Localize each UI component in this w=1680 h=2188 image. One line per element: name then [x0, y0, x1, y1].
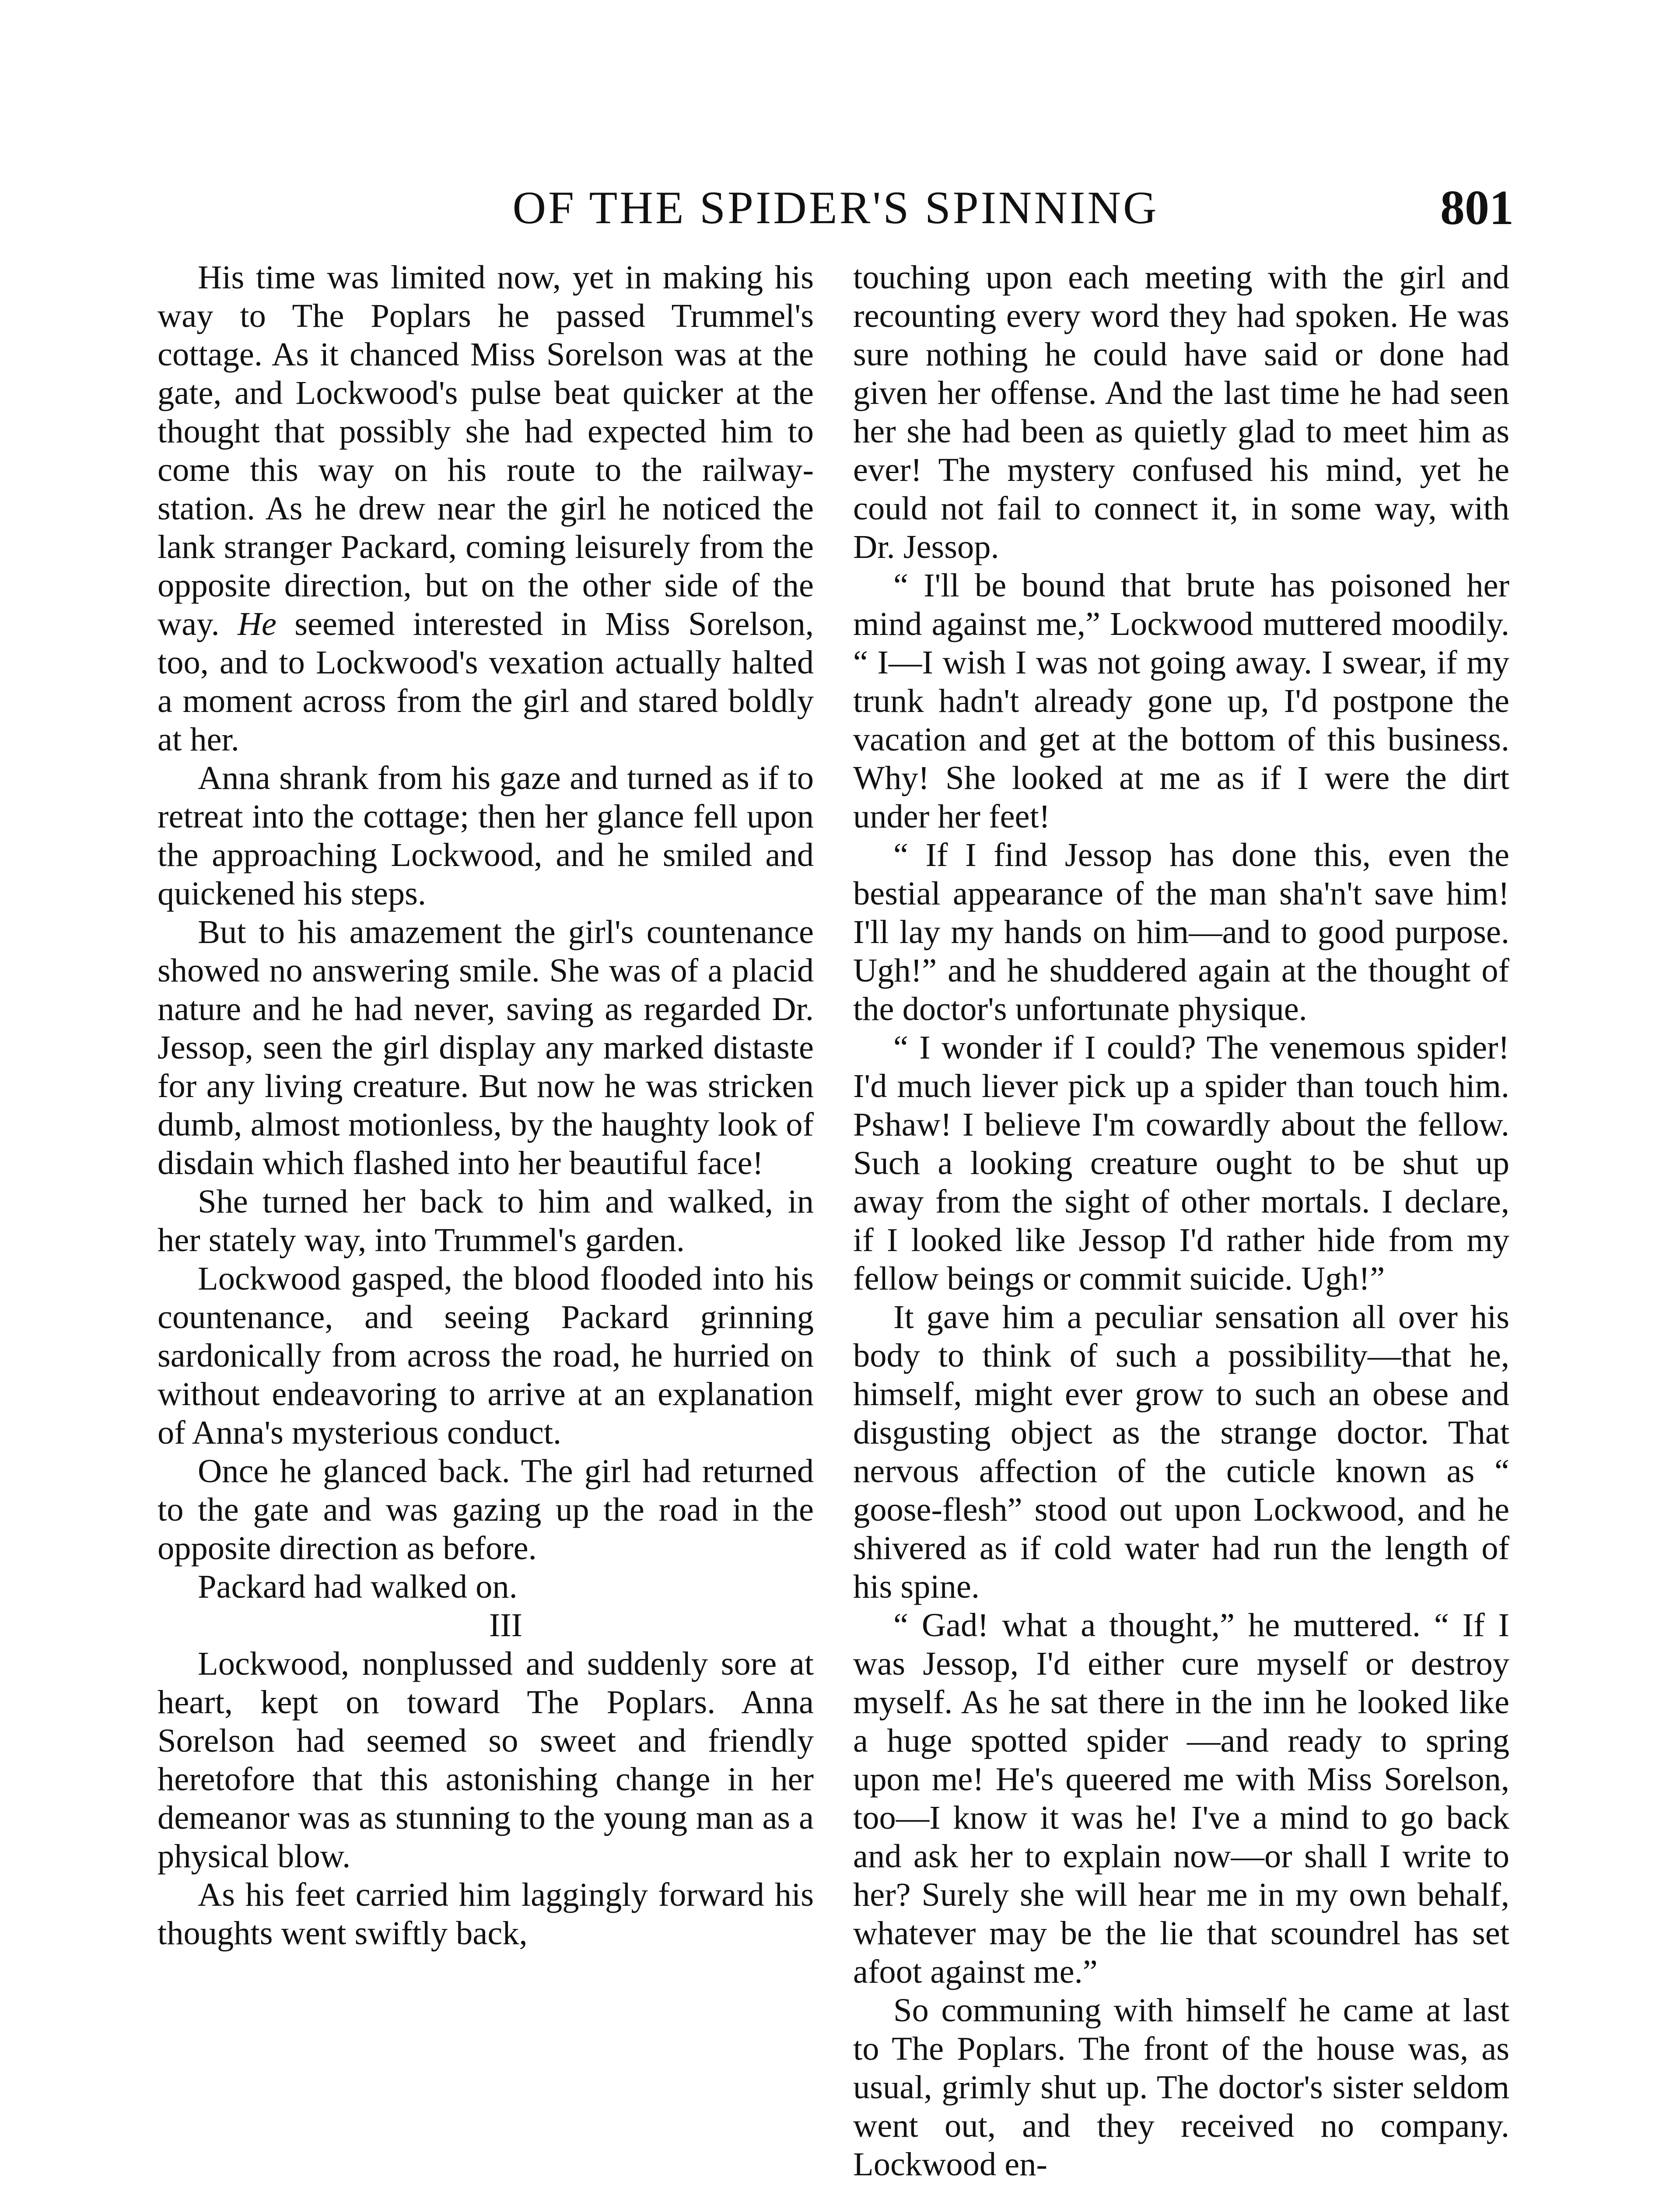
- paragraph: Packard had walked on.: [198, 1568, 518, 1605]
- page-number: 801: [1440, 181, 1514, 235]
- paragraph-text: His time was limited now, yet in making his way to The Poplars he passed Trummel's cottage. As it chanced Miss Sorelson was at the gate, and Lockwood's pulse beat quicker at the thought that possibly she had expected him to come this way on his route to the railway-station. As he drew near the girl he noticed the lank stranger Packard, coming leisurely from the opposite direction, but on the other side of the way.: [158, 259, 814, 642]
- paragraph: It gave him a peculiar sensation all over his body to think of such a possibility—that he, himself, might ever grow to such an obese and disgusting object as the strange doctor. That nervous affection of the cuticle known as “ goose-flesh” stood out upon Lockwood, and he shivered as if cold water had run the length of his spine.: [853, 1298, 1509, 1605]
- paragraph: She turned her back to him and walked, in her stately way, into Trummel's garden.: [158, 1183, 814, 1259]
- section-heading: III: [489, 1607, 522, 1644]
- paragraph: Once he glanced back. The girl had returned to the gate and was gazing up the road in the opposite direction as before.: [158, 1452, 814, 1567]
- paragraph: [158, 258, 814, 759]
- emphasis-text: He: [237, 605, 277, 642]
- left-column: [158, 258, 814, 1953]
- paragraph: “ Gad! what a thought,” he muttered. “ If I was Jessop, I'd either cure myself or destroy myself. As he sat there in the inn he looked like a huge spotted spider —and ready to spring upon me! He's queered me with Miss Sorelson, too—I know it was he! I've a mind to go back and ask her to explain now—or shall I write to her? Surely she will hear me in my own behalf, whatever may be the lie that scoundrel has set afoot against me.”: [853, 1606, 1509, 1990]
- paragraph: touching upon each meeting with the girl and recounting every word they had spoken. He was sure nothing he could have said or done had given her offense. And the last time he had seen her she had been as quietly glad to meet him as ever! The mystery confused his mind, yet he could not fail to connect it, in some way, with Dr. Jessop.: [853, 259, 1509, 565]
- running-head: OF THE SPIDER'S SPINNING: [512, 182, 1159, 233]
- paragraph: “ If I find Jessop has done this, even the bestial appearance of the man sha'n't save him! I'll lay my hands on him—and to good purpose. Ugh!” and he shuddered again at the thought of the doctor's unfortunate physique.: [853, 836, 1509, 1027]
- paragraph: Lockwood gasped, the blood flooded into his countenance, and seeing Packard grinning sardonically from across the road, he hurried on without endeavoring to arrive at an explanation of Anna's mysterious conduct.: [158, 1260, 814, 1451]
- paragraph: “ I wonder if I could? The venemous spider! I'd much liever pick up a spider than touch him. Pshaw! I believe I'm cowardly about the fellow. Such a looking creature ought to be shut up away from the sight of other mortals. I declare, if I looked like Jessop I'd rather hide from my fellow beings or commit suicide. Ugh!”: [853, 1029, 1509, 1297]
- paragraph: “ I'll be bound that brute has poisoned her mind against me,” Lockwood muttered moodily. “ I—I wish I was not going away. I swear, if my trunk hadn't already gone up, I'd postpone the vacation and get at the bottom of this business. Why! She looked at me as if I were the dirt under her feet!: [853, 567, 1509, 835]
- page-header: [158, 173, 1514, 243]
- paragraph: As his feet carried him laggingly forward his thoughts went swiftly back,: [158, 1876, 814, 1952]
- paragraph: So communing with himself he came at last to The Poplars. The front of the house was, as usual, grimly shut up. The doctor's sister seldom went out, and they received no company. Lockwood en-: [853, 1992, 1509, 2183]
- paragraph: Lockwood, nonplussed and suddenly sore at heart, kept on toward The Poplars. Anna Sorelson had seemed so sweet and friendly heretofore that this astonishing change in her demeanor was as stunning to the young man as a physical blow.: [158, 1645, 814, 1875]
- paragraph: But to his amazement the girl's countenance showed no answering smile. She was of a placid nature and he had never, saving as regarded Dr. Jessop, seen the girl display any marked distaste for any living creature. But now he was stricken dumb, almost motionless, by the haughty look of disdain which flashed into her beautiful face!: [158, 913, 814, 1182]
- paragraph: Anna shrank from his gaze and turned as if to retreat into the cottage; then her glance fell upon the approaching Lockwood, and he smiled and quickened his steps.: [158, 759, 814, 912]
- paragraph-text: seemed interested in Miss Sorelson, too, and to Lockwood's vexation actually halted a moment across from the girl and stared boldly at her.: [158, 605, 814, 758]
- right-column: [853, 258, 1509, 2184]
